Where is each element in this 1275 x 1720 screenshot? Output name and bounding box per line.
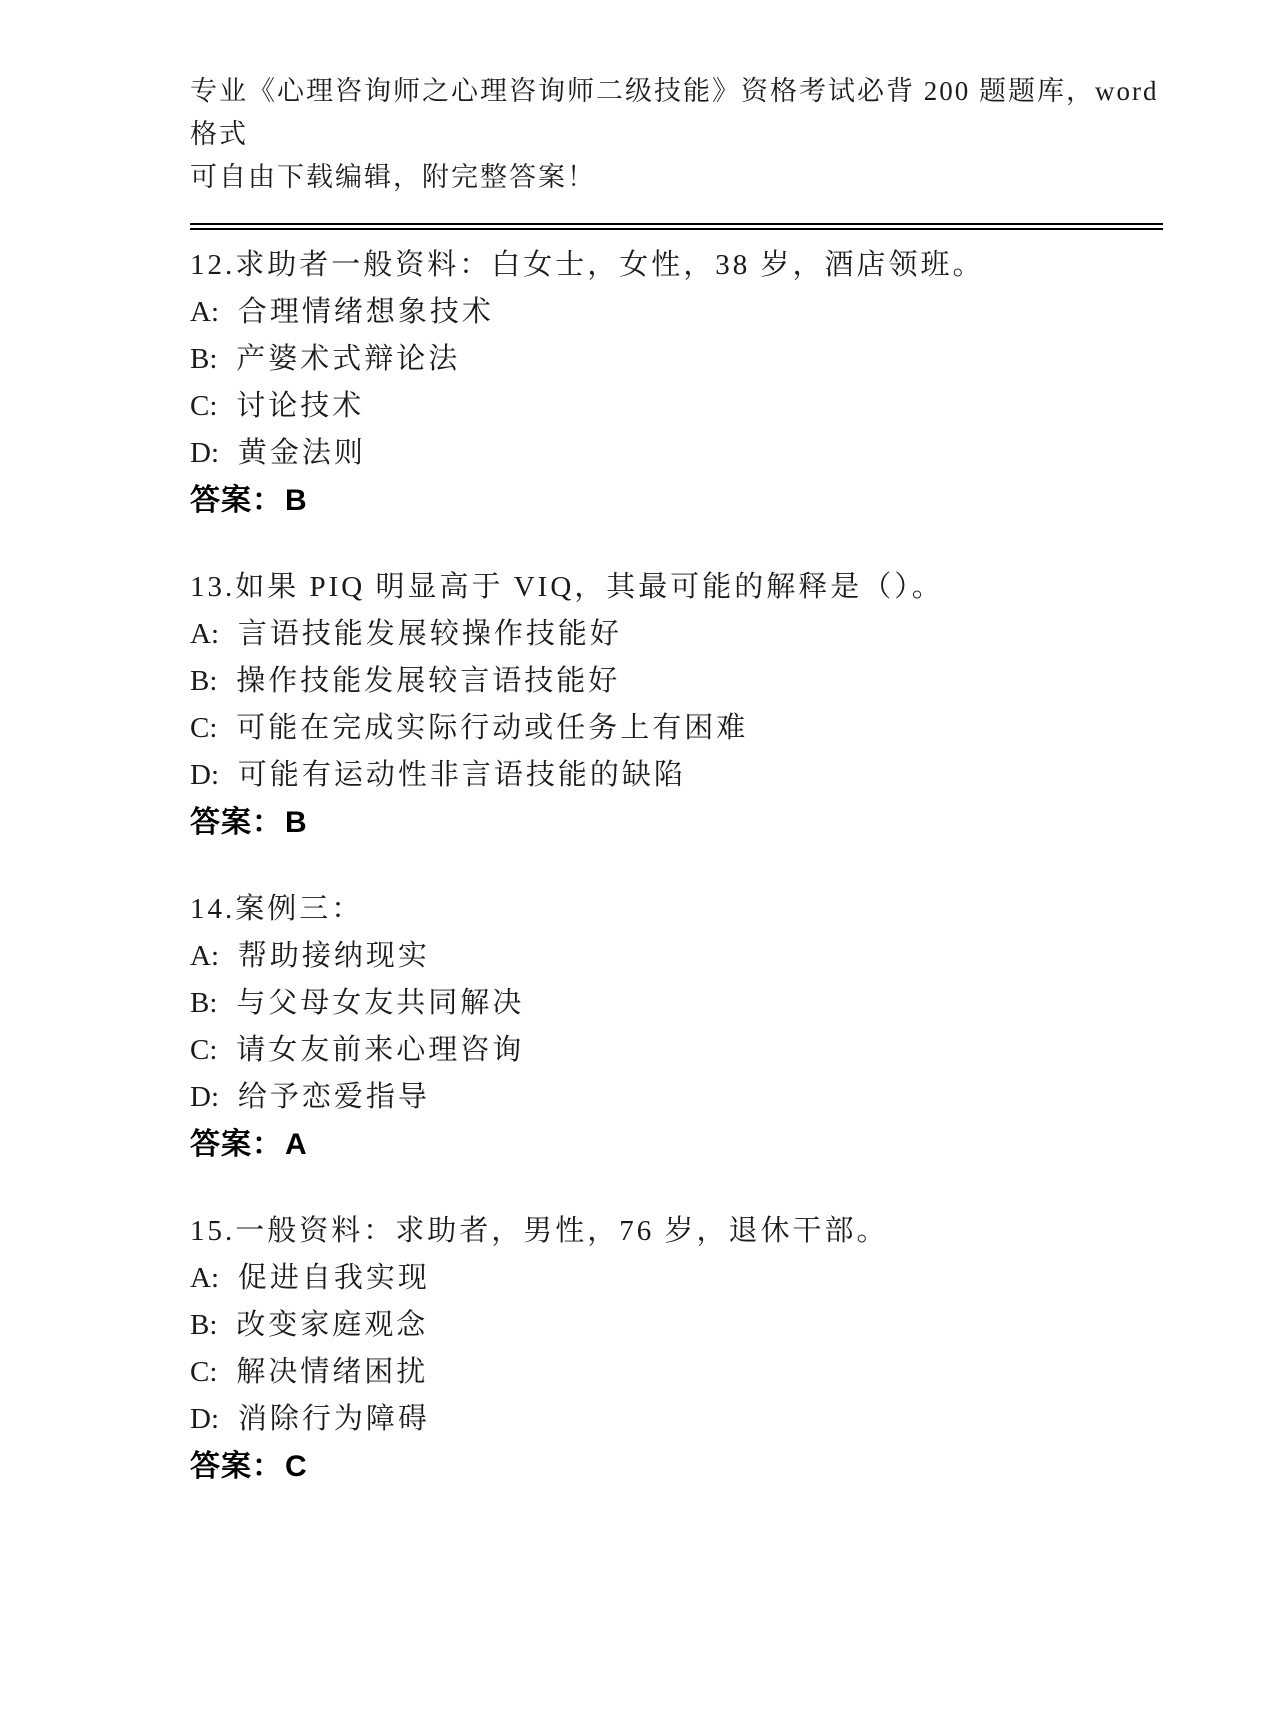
question-block-12 — [190, 242, 1163, 524]
header-divider — [190, 223, 1163, 230]
header-line: 专业《心理咨询师之心理咨询师二级技能》资格考试必背 200 题题库，word 格式 — [190, 76, 1159, 149]
answer-label: 答案： — [190, 1128, 283, 1161]
answer-value: C — [285, 1450, 308, 1483]
document-page — [0, 70, 1275, 1720]
option-text: 合理情绪想象技术 — [237, 296, 494, 328]
option-label: D: — [190, 1081, 219, 1113]
option-label: C: — [190, 1034, 218, 1066]
question-title: 14.案例三： — [190, 893, 364, 925]
option-label: B: — [190, 665, 218, 697]
option-line — [190, 1027, 1163, 1074]
answer-line — [190, 799, 1163, 846]
question-title: 12.求助者一般资料：白女士，女性，38 岁，酒店领班。 — [190, 249, 985, 281]
answer-label: 答案： — [190, 1450, 283, 1483]
option-label: C: — [190, 712, 218, 744]
option-text: 讨论技术 — [236, 390, 365, 422]
option-label: A: — [190, 1262, 219, 1294]
option-line — [190, 383, 1163, 430]
answer-line — [190, 1121, 1163, 1168]
option-text: 请女友前来心理咨询 — [236, 1034, 525, 1066]
option-label: C: — [190, 1356, 218, 1388]
page-header — [190, 70, 1163, 199]
document-content — [190, 242, 1163, 1490]
option-line — [190, 1349, 1163, 1396]
option-line — [190, 1074, 1163, 1121]
option-label: D: — [190, 437, 219, 469]
answer-label: 答案： — [190, 806, 283, 839]
option-line — [190, 1255, 1163, 1302]
option-text: 操作技能发展较言语技能好 — [236, 665, 621, 697]
option-text: 可能在完成实际行动或任务上有困难 — [236, 712, 749, 744]
option-text: 解决情绪困扰 — [236, 1356, 429, 1388]
option-label: A: — [190, 618, 219, 650]
option-line — [190, 705, 1163, 752]
option-label: D: — [190, 1403, 219, 1435]
answer-value: B — [285, 484, 308, 517]
question-block-15 — [190, 1208, 1163, 1490]
option-line — [190, 752, 1163, 799]
option-text: 与父母女友共同解决 — [236, 987, 525, 1019]
answer-value: B — [285, 806, 308, 839]
option-line — [190, 980, 1163, 1027]
question-block-13 — [190, 564, 1163, 846]
option-line — [190, 1302, 1163, 1349]
option-label: B: — [190, 987, 218, 1019]
question-title: 15.一般资料：求助者，男性，76 岁，退休干部。 — [190, 1215, 889, 1247]
option-text: 可能有运动性非言语技能的缺陷 — [237, 759, 686, 791]
question-title: 13.如果 PIQ 明显高于 VIQ，其最可能的解释是（）。 — [190, 571, 944, 603]
option-line — [190, 658, 1163, 705]
option-label: B: — [190, 1309, 218, 1341]
option-text: 言语技能发展较操作技能好 — [237, 618, 622, 650]
option-line — [190, 336, 1163, 383]
answer-label: 答案： — [190, 484, 283, 517]
option-line — [190, 1396, 1163, 1443]
header-line: 可自由下载编辑，附完整答案！ — [190, 162, 596, 192]
option-text: 消除行为障碍 — [237, 1403, 430, 1435]
option-line — [190, 289, 1163, 336]
option-line — [190, 611, 1163, 658]
question-block-14 — [190, 886, 1163, 1168]
option-text: 产婆术式辩论法 — [236, 343, 461, 375]
option-label: A: — [190, 296, 219, 328]
option-label: B: — [190, 343, 218, 375]
option-label: C: — [190, 390, 218, 422]
option-label: A: — [190, 940, 219, 972]
option-text: 帮助接纳现实 — [237, 940, 430, 972]
option-line — [190, 933, 1163, 980]
option-text: 改变家庭观念 — [236, 1309, 429, 1341]
option-text: 给予恋爱指导 — [237, 1081, 430, 1113]
answer-line — [190, 477, 1163, 524]
option-text: 黄金法则 — [237, 437, 366, 469]
option-label: D: — [190, 759, 219, 791]
answer-line — [190, 1443, 1163, 1490]
option-text: 促进自我实现 — [237, 1262, 430, 1294]
answer-value: A — [285, 1128, 308, 1161]
option-line — [190, 430, 1163, 477]
